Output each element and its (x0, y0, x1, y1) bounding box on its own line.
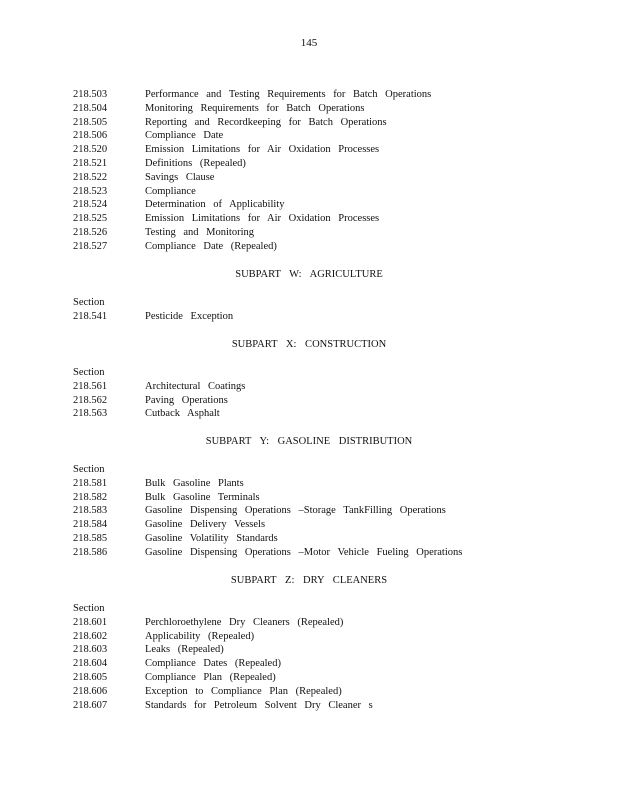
section-number: 218.520 (73, 144, 108, 156)
subpart-heading: SUBPART X: CONSTRUCTION (231, 339, 387, 350)
section-title: Compliance (145, 185, 196, 197)
list-item (0, 407, 618, 421)
section-title: Applicability (Repealed) (145, 630, 255, 642)
list-item (0, 226, 618, 240)
section-number: 218.523 (73, 185, 108, 197)
section-title: Reporting and Recordkeeping for Batch Operations (145, 116, 387, 128)
section-title: Emission Limitations for Air Oxidation Processes (145, 144, 380, 156)
list-item (0, 102, 618, 116)
list-item (0, 143, 618, 157)
section-label: Section (73, 464, 105, 475)
section-title: Perchloroethylene Dry Cleaners (Repealed) (145, 616, 344, 628)
list-item (0, 671, 618, 685)
section-label: Section (73, 297, 105, 308)
section-label: Section (73, 367, 105, 378)
list-item (0, 157, 618, 171)
section-number: 218.581 (73, 477, 108, 489)
section-number: 218.584 (73, 519, 108, 531)
section-title: Leaks (Repealed) (145, 644, 224, 656)
section-title: Compliance Dates (Repealed) (145, 658, 281, 670)
list-item (0, 212, 618, 226)
section-title: Determination of Applicability (145, 199, 285, 211)
section-number: 218.585 (73, 532, 108, 544)
section-number: 218.562 (73, 394, 108, 406)
list-item (0, 491, 618, 505)
page-number: 145 (300, 37, 318, 49)
section-title: Performance and Testing Requirements for Batch Operations (145, 89, 432, 100)
subpart-heading: SUBPART W: AGRICULTURE (235, 269, 383, 280)
section-label-row (0, 366, 618, 380)
list-item (0, 116, 618, 130)
section-title: Standards for Petroleum Solvent Dry Cleaner s (145, 699, 373, 711)
list-item (0, 630, 618, 644)
section-title: Compliance Date (Repealed) (145, 240, 277, 252)
section-title: Compliance Date (145, 130, 224, 142)
section-number: 218.563 (73, 408, 108, 420)
section-number: 218.561 (73, 380, 108, 392)
list-item (0, 657, 618, 671)
list-item (0, 477, 618, 491)
list-item (0, 240, 618, 254)
section-number: 218.583 (73, 505, 108, 517)
list-item (0, 685, 618, 699)
list-item (0, 129, 618, 143)
section-number: 218.503 (73, 89, 108, 100)
list-item (0, 532, 618, 546)
list-item (0, 380, 618, 394)
section-label: Section (73, 603, 105, 614)
section-number: 218.582 (73, 491, 108, 503)
section-title: Gasoline Volatility Standards (145, 532, 278, 544)
section-label-row (0, 296, 618, 310)
section-number: 218.525 (73, 213, 108, 225)
section-title: Monitoring Requirements for Batch Operations (145, 102, 365, 114)
subpart-section-list (0, 366, 618, 421)
section-title: Emission Limitations for Air Oxidation Processes (145, 213, 380, 225)
section-title: Bulk Gasoline Terminals (145, 491, 260, 503)
list-item (0, 88, 618, 102)
section-title: Pesticide Exception (145, 310, 234, 322)
section-number: 218.522 (73, 171, 108, 183)
section-title: Paving Operations (145, 394, 228, 406)
section-number: 218.601 (73, 616, 108, 628)
section-number: 218.602 (73, 630, 108, 642)
list-item (0, 546, 618, 560)
section-number: 218.607 (73, 699, 108, 711)
section-title: Testing and Monitoring (145, 226, 255, 238)
list-item (0, 171, 618, 185)
section-number: 218.541 (73, 310, 108, 322)
subpart-heading: SUBPART Y: GASOLINE DISTRIBUTION (205, 436, 413, 447)
subpart-section-list (0, 296, 618, 324)
section-number: 218.521 (73, 157, 108, 169)
list-item (0, 198, 618, 212)
section-number: 218.606 (73, 685, 108, 697)
section-number: 218.603 (73, 644, 108, 656)
section-number: 218.526 (73, 226, 108, 238)
section-title: Cutback Asphalt (145, 408, 220, 420)
section-number: 218.527 (73, 240, 108, 252)
list-item (0, 504, 618, 518)
section-number: 218.605 (73, 671, 108, 683)
section-number: 218.524 (73, 199, 108, 211)
subpart-heading: SUBPART Z: DRY CLEANERS (230, 575, 388, 586)
section-title: Gasoline Delivery Vessels (145, 519, 266, 531)
section-title: Bulk Gasoline Plants (145, 477, 244, 489)
section-number: 218.505 (73, 116, 108, 128)
section-label-row (0, 602, 618, 616)
section-title: Exception to Compliance Plan (Repealed) (145, 685, 342, 697)
list-item (0, 518, 618, 532)
section-title: Compliance Plan (Repealed) (145, 671, 276, 683)
list-item (0, 643, 618, 657)
top-section-list (0, 88, 618, 254)
section-title: Gasoline Dispensing Operations –Storage TankFilling Operations (145, 505, 446, 517)
list-item (0, 699, 618, 713)
section-title: Savings Clause (145, 171, 215, 183)
list-item (0, 310, 618, 324)
subpart-section-list (0, 602, 618, 712)
section-number: 218.504 (73, 102, 108, 114)
list-item (0, 185, 618, 199)
list-item (0, 394, 618, 408)
list-item (0, 616, 618, 630)
section-number: 218.586 (73, 546, 108, 558)
section-number: 218.506 (73, 130, 108, 142)
section-number: 218.604 (73, 658, 108, 670)
section-title: Gasoline Dispensing Operations –Motor Vehicle Fueling Operations (145, 546, 463, 558)
section-label-row (0, 463, 618, 477)
section-title: Definitions (Repealed) (145, 157, 246, 169)
subpart-section-list (0, 463, 618, 560)
section-title: Architectural Coatings (145, 380, 246, 392)
